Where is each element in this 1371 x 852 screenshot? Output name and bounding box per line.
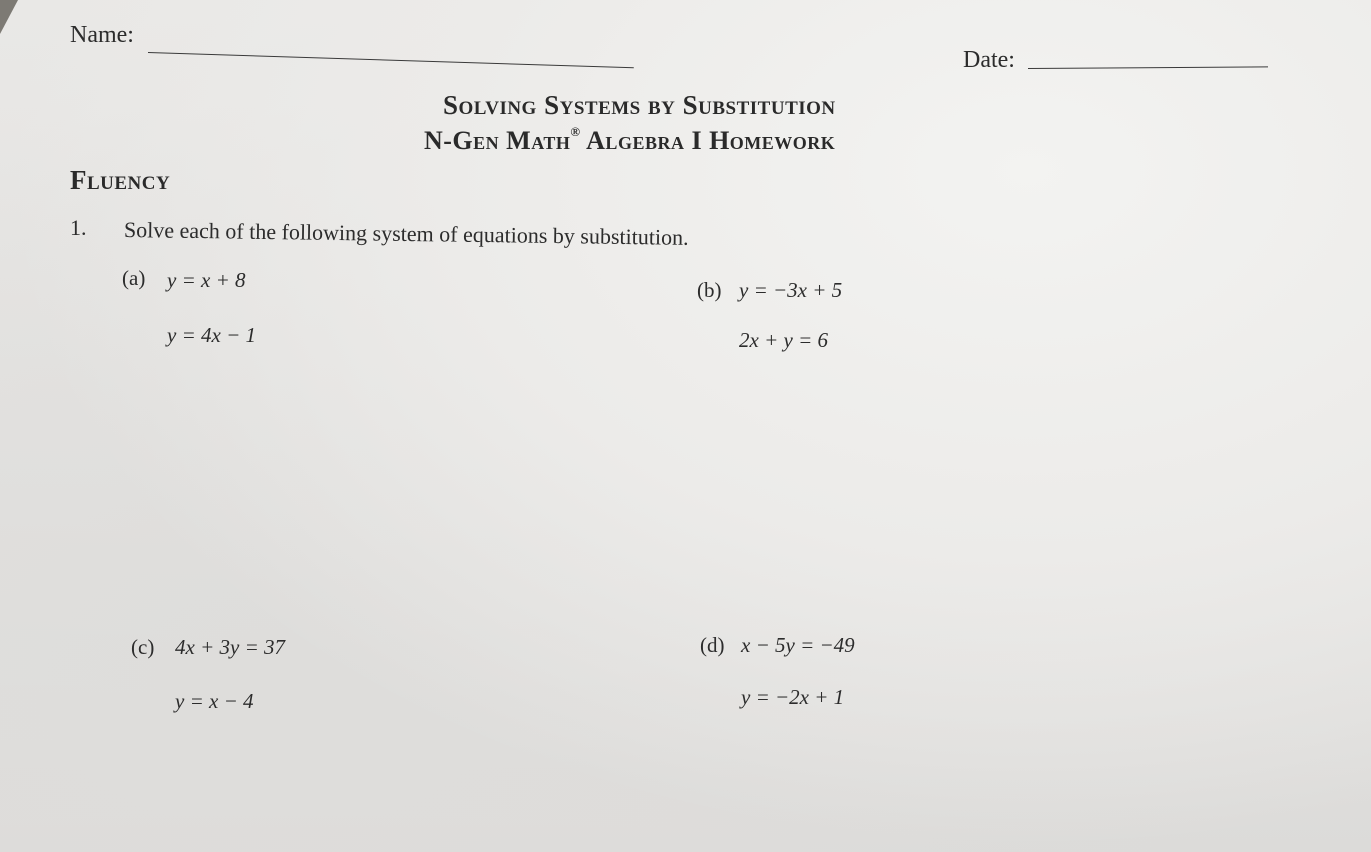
registered-mark: ® xyxy=(570,124,581,139)
title-text: Solving Systems by Substitution xyxy=(443,90,836,120)
problem-d-equation-2: y = −2x + 1 xyxy=(741,685,845,709)
name-blank-line[interactable] xyxy=(148,52,634,68)
problem-a-label: (a) xyxy=(122,266,146,290)
date-label: Date: xyxy=(963,47,1015,73)
problem-b-label: (b) xyxy=(697,278,722,302)
problem-d-equation-1: x − 5y = −49 xyxy=(741,633,855,657)
page-corner-shadow xyxy=(0,0,18,34)
problem-a-equation-1: y = x + 8 xyxy=(167,268,246,292)
problem-a-equation-2: y = 4x − 1 xyxy=(167,323,256,347)
problem-c-equation-1: 4x + 3y = 37 xyxy=(175,635,285,659)
date-blank-line[interactable] xyxy=(1028,66,1268,69)
subtitle-prefix: N-Gen Math xyxy=(424,126,571,155)
section-heading: Fluency xyxy=(70,165,171,195)
problem-c-label: (c) xyxy=(131,635,155,659)
subtitle-suffix: Algebra I Homework xyxy=(580,126,836,155)
name-label: Name: xyxy=(70,22,134,48)
problem-d-label: (d) xyxy=(700,633,725,657)
question-text: Solve each of the following system of equations by substitution. xyxy=(123,217,689,250)
worksheet-subtitle xyxy=(424,126,835,156)
question-number: 1. xyxy=(70,215,87,240)
worksheet-title xyxy=(443,90,836,121)
problem-b-equation-2: 2x + y = 6 xyxy=(739,328,828,352)
problem-b-equation-1: y = −3x + 5 xyxy=(739,278,843,302)
problem-c-equation-2: y = x − 4 xyxy=(175,689,254,713)
